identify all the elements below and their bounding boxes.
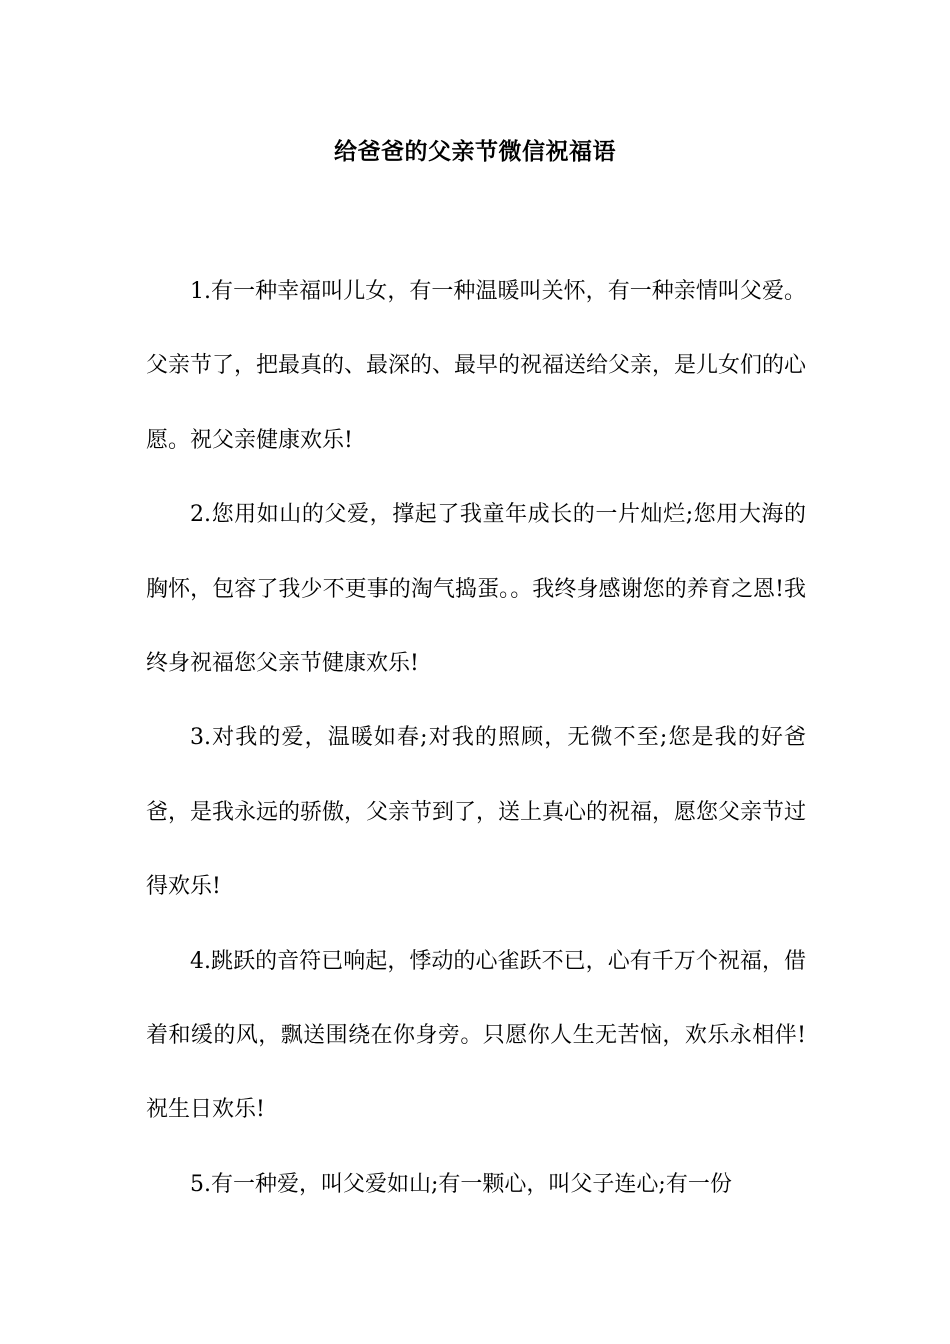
paragraph-2: 2.您用如山的父爱，撑起了我童年成长的一片灿烂;您用大海的胸怀，包容了我少不更事的淘气捣蛋。。我终身感谢您的养育之恩!我终身祝福您父亲节健康欢乐! [146, 502, 806, 677]
document-title: 给爸爸的父亲节微信祝福语 [334, 139, 616, 165]
paragraph-4: 4.跳跃的音符已响起，悸动的心雀跃不已，心有千万个祝福，借着和缓的风，飘送围绕在你身旁。只愿你人生无苦恼，欢乐永相伴!祝生日欢乐! [146, 948, 806, 1123]
paragraph-3: 3.对我的爱，温暖如春;对我的照顾，无微不至;您是我的好爸爸，是我永远的骄傲，父亲节到了，送上真心的祝福，愿您父亲节过得欢乐! [146, 725, 807, 900]
paragraph-1: 1.有一种幸福叫儿女，有一种温暖叫关怀，有一种亲情叫父爱。父亲节了，把最真的、最深的、最早的祝福送给父亲，是儿女们的心愿。祝父亲健康欢乐! [146, 279, 807, 453]
document-body [146, 255, 806, 1222]
paragraph-5: 5.有一种爱，叫父爱如山;有一颗心，叫父子连心;有一份 [190, 1171, 732, 1197]
